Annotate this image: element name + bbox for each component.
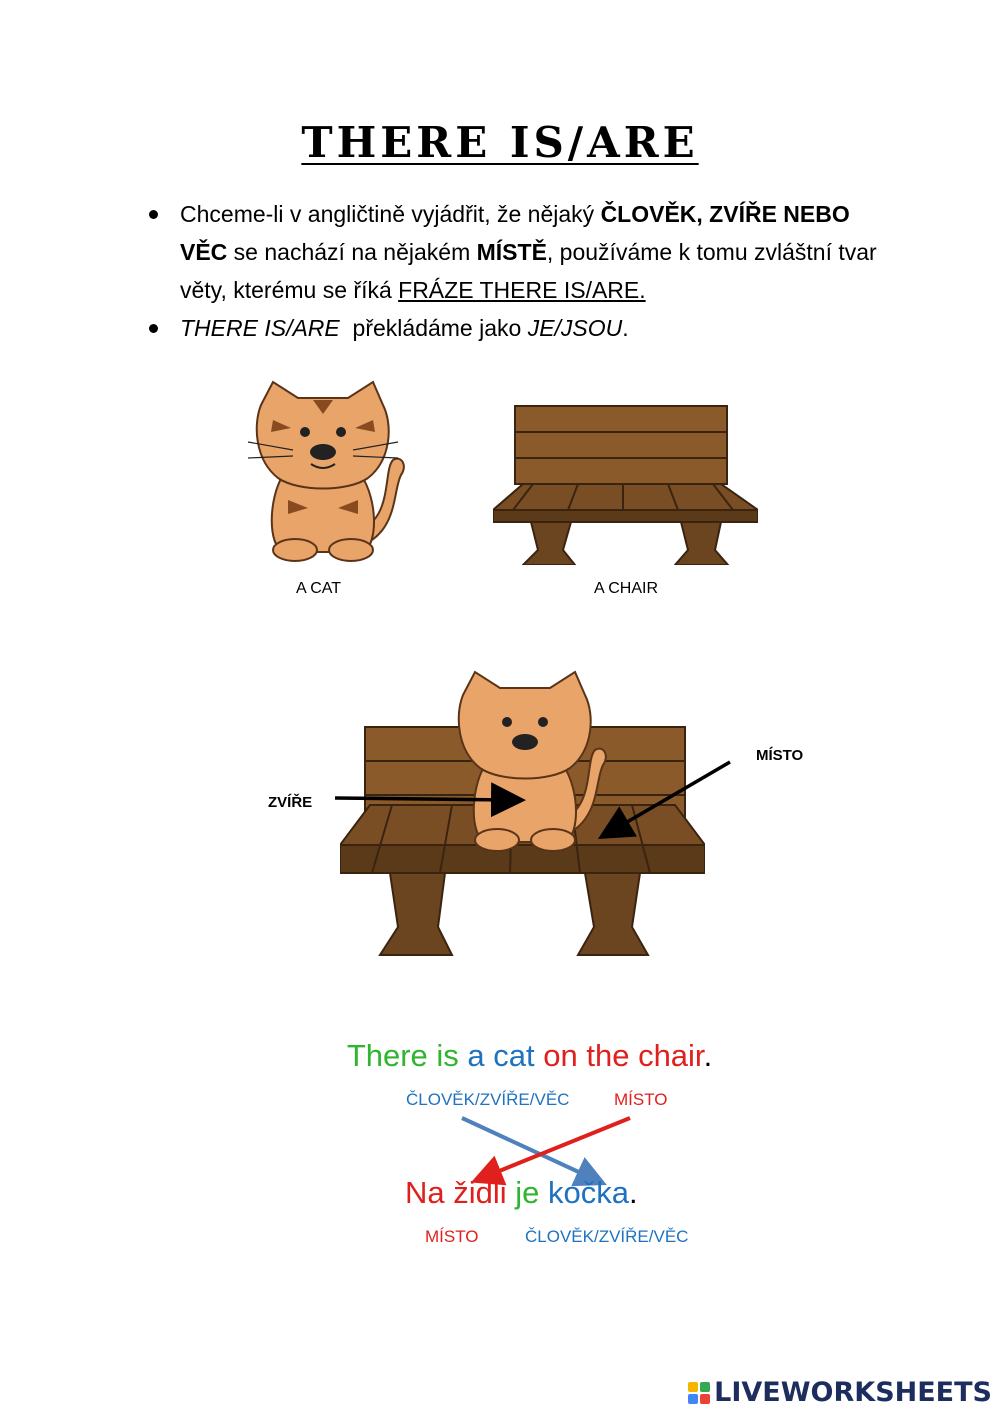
czech-label-thing: ČLOVĚK/ZVÍŘE/VĚC: [525, 1227, 689, 1246]
bullet-2-italic-2: JE/JSOU: [527, 315, 623, 341]
czech-period: .: [629, 1175, 638, 1210]
arrow-thing-mapping: [462, 1118, 596, 1180]
bullet-1-text-1: Chceme-li v angličtině vyjádřit, že nějaký: [180, 201, 601, 227]
czech-sentence: [405, 1175, 638, 1211]
english-label-place: MÍSTO: [614, 1090, 668, 1109]
bullet-1-text-2: se nachází na nějakém: [227, 239, 477, 265]
bullet-2-text-2: .: [622, 315, 629, 341]
caption-chair: A CHAIR: [594, 580, 659, 597]
bullet-1-bold-2: MÍSTĚ: [476, 239, 547, 265]
english-label-thing: ČLOVĚK/ZVÍŘE/VĚC: [406, 1090, 570, 1109]
page-title: THERE IS/ARE: [301, 118, 699, 167]
czech-je: je: [515, 1175, 540, 1210]
logo-text: LIVEWORKSHEETS: [714, 1377, 992, 1408]
bullet-1-bold-1: ČLOVĚK, ZVÍŘE NEBO VĚC: [180, 201, 850, 265]
caption-cat: A CAT: [296, 580, 342, 597]
bullet-2-text-1: překládáme jako: [339, 315, 528, 341]
english-sentence: [0, 1038, 1000, 1074]
czech-label-place: MÍSTO: [425, 1227, 479, 1246]
english-there-is: There is: [346, 1038, 459, 1073]
czech-kocka: kočka: [548, 1175, 630, 1210]
bullet-1-text-3: , používáme k tomu zvláštní tvar věty, kterému se říká: [180, 239, 877, 303]
english-on-the-chair: on the chair: [543, 1038, 704, 1073]
english-period: .: [703, 1038, 713, 1073]
arrow-to-animal: [335, 798, 512, 800]
english-a-cat: a cat: [467, 1038, 535, 1073]
logo-icon: [688, 1382, 710, 1404]
arrow-to-place: [610, 762, 730, 832]
liveworksheets-logo: [688, 1377, 992, 1408]
czech-na-zidli: Na židli: [405, 1175, 507, 1210]
bullet-1-underlined: FRÁZE THERE IS/ARE.: [398, 277, 646, 303]
arrow-place-mapping: [482, 1118, 630, 1178]
bullet-2-italic-1: THERE IS/ARE: [180, 315, 340, 341]
label-zvire: ZVÍŘE: [268, 794, 313, 811]
label-misto: MÍSTO: [756, 747, 804, 764]
